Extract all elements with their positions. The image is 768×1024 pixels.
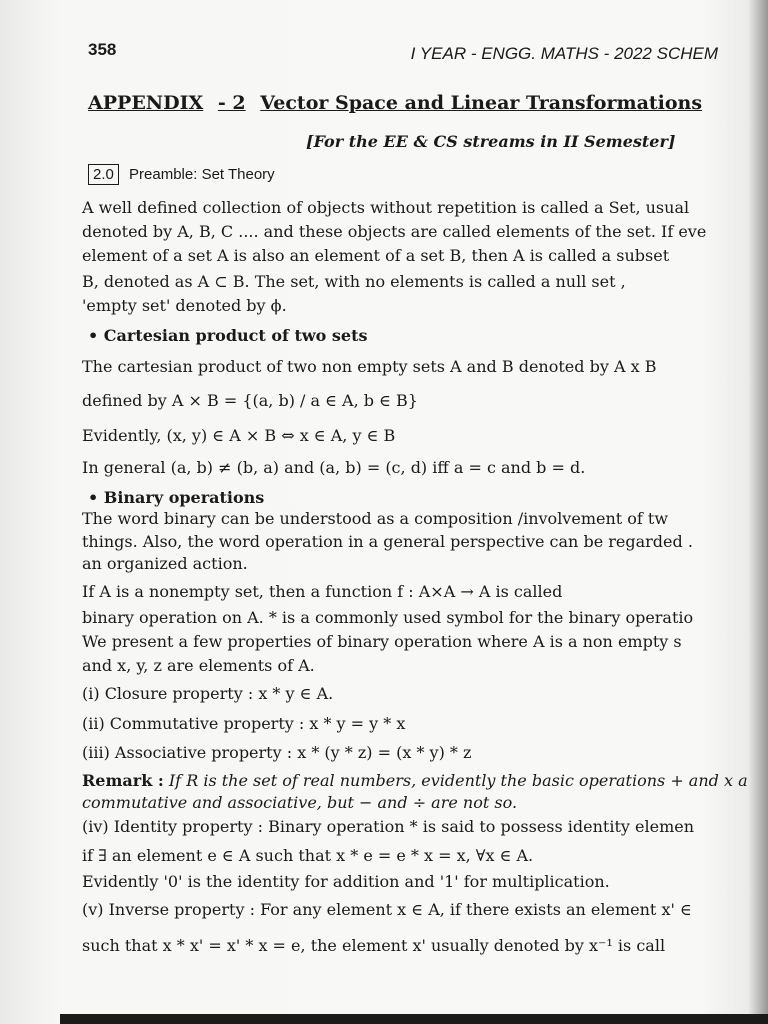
- page-header: [88, 40, 718, 72]
- remark-line: commutative and associative, but − and ÷ are not so.: [82, 793, 518, 812]
- section-number: 2.0: [88, 164, 119, 185]
- body-line: such that x * x' = x' * x = e, the element x' usually denoted by x⁻¹ is call: [82, 936, 666, 955]
- body-line: 'empty set' denoted by ϕ.: [82, 296, 287, 315]
- appendix-heading: Vector Space and Linear Transformations: [260, 92, 703, 114]
- appendix-number: - 2: [217, 92, 246, 114]
- body-line: The cartesian product of two non empty sets A and B denoted by A x B: [82, 357, 657, 376]
- remark-line: [82, 771, 748, 791]
- running-head: I YEAR - ENGG. MATHS - 2022 SCHEM: [410, 44, 718, 63]
- section-title: Preamble: Set Theory: [129, 166, 275, 183]
- body-line: Evidently '0' is the identity for addition and '1' for multiplication.: [82, 872, 610, 891]
- page-edge-shadow: [748, 0, 768, 1024]
- remark-text: If R is the set of real numbers, evidently the basic operations + and x a: [168, 771, 748, 790]
- body-line: an organized action.: [82, 554, 248, 573]
- formula-line: if ∃ an element e ∈ A such that x * e = e * x = x, ∀x ∈ A.: [82, 846, 534, 865]
- section-heading: [88, 164, 275, 185]
- body-line: The word binary can be understood as a composition /involvement of tw: [82, 509, 669, 528]
- appendix-title: [88, 92, 708, 114]
- property-commutative: (ii) Commutative property : x * y = y * x: [82, 714, 406, 733]
- page-number: 358: [88, 40, 117, 59]
- body-line: binary operation on A. * is a commonly used symbol for the binary operatio: [82, 608, 694, 627]
- bullet-heading-cartesian: • Cartesian product of two sets: [88, 326, 367, 345]
- formula-line: defined by A × B = {(a, b) / a ∈ A, b ∈ B}: [82, 391, 418, 410]
- property-associative: (iii) Associative property : x * (y * z) = (x * y) * z: [82, 743, 472, 762]
- body-line: things. Also, the word operation in a general perspective can be regarded .: [82, 532, 693, 551]
- page-bottom-shadow: [60, 1014, 768, 1024]
- body-line: We present a few properties of binary operation where A is a non empty s: [82, 632, 682, 651]
- property-identity: (iv) Identity property : Binary operation * is said to possess identity elemen: [82, 817, 695, 836]
- formula-line: In general (a, b) ≠ (b, a) and (a, b) = (c, d) iff a = c and b = d.: [82, 458, 586, 477]
- body-line: and x, y, z are elements of A.: [82, 656, 315, 675]
- formula-line: Evidently, (x, y) ∈ A × B ⇔ x ∈ A, y ∈ B: [82, 426, 396, 445]
- remark-label: Remark :: [82, 771, 164, 790]
- bullet-heading-binary: • Binary operations: [88, 488, 264, 507]
- appendix-label: APPENDIX: [88, 92, 204, 114]
- body-line: denoted by A, B, C .... and these objects are called elements of the set. If eve: [82, 222, 707, 241]
- property-inverse: (v) Inverse property : For any element x ∈ A, if there exists an element x' ∈: [82, 900, 692, 919]
- body-line: element of a set A is also an element of a set B, then A is called a subset: [82, 246, 670, 265]
- body-line: B, denoted as A ⊂ B. The set, with no elements is called a null set ,: [82, 272, 626, 291]
- appendix-subtitle: [For the EE & CS streams in II Semester]: [306, 132, 676, 151]
- body-line: If A is a nonempty set, then a function f : A×A → A is called: [82, 582, 563, 601]
- property-closure: (i) Closure property : x * y ∈ A.: [82, 684, 334, 703]
- body-line: A well defined collection of objects without repetition is called a Set, usual: [82, 198, 690, 217]
